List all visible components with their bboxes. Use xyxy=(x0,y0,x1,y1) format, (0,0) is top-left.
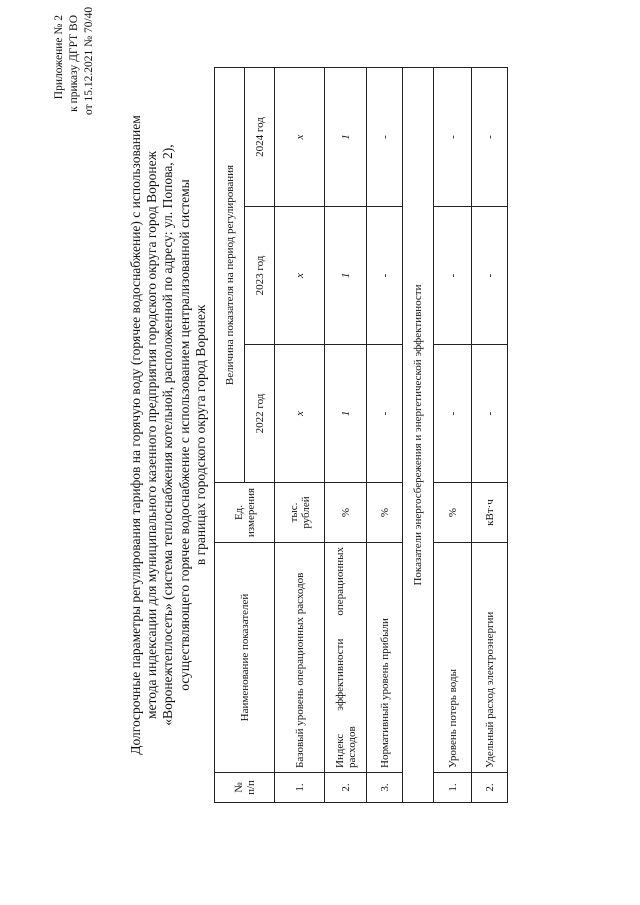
document-title xyxy=(128,55,209,815)
row-value-2024: - xyxy=(367,68,403,207)
table-row xyxy=(325,68,367,803)
table-row xyxy=(434,68,472,803)
row-value-2023: 1 xyxy=(325,207,367,345)
row-value-2023: x xyxy=(275,207,325,345)
row-unit: % xyxy=(434,483,472,543)
row-num: 2. xyxy=(472,773,508,803)
appendix-line-1: Приложение № 2 xyxy=(53,15,65,100)
header-name: Наименование показателей xyxy=(215,543,275,773)
header-year-2023: 2023 год xyxy=(245,207,275,345)
title-line-1: Долгосрочные параметры регулирования тарифов на горячую воду (горячее водоснабжение) с использованием xyxy=(128,115,143,755)
title-line-2: метода индексации для муниципального казенного предприятия городского округа город Воронеж xyxy=(144,151,160,719)
row-value-2024: - xyxy=(472,68,508,207)
appendix-line-3: от 15.12.2021 № 70/40 xyxy=(83,6,95,115)
row-name: Базовый уровень операционных расходов xyxy=(275,543,325,773)
row-value-2022: 1 xyxy=(325,345,367,483)
row-unit: тыс. рублей xyxy=(275,483,325,543)
table-row xyxy=(367,68,403,803)
row-value-2022: - xyxy=(367,345,403,483)
header-period: Величина показателя на период регулирования xyxy=(215,68,245,483)
row-value-2023: - xyxy=(472,207,508,345)
row-unit: % xyxy=(367,483,403,543)
row-value-2022: x xyxy=(275,345,325,483)
appendix-note xyxy=(52,6,97,115)
title-line-3: «Воронежтеплосеть» (система теплоснабжения котельной, расположенной по адресу: ул. Попова, 2), xyxy=(160,144,176,726)
row-name: Индекс эффективности операционных расходов xyxy=(325,543,367,773)
row-value-2024: x xyxy=(275,68,325,207)
row-value-2024: 1 xyxy=(325,68,367,207)
header-year-2022: 2022 год xyxy=(245,345,275,483)
row-num: 2. xyxy=(325,773,367,803)
header-unit: Ед. измерения xyxy=(215,483,275,543)
row-num: 3. xyxy=(367,773,403,803)
header-year-2024: 2024 год xyxy=(245,68,275,207)
row-name: Удельный расход электроэнергии xyxy=(472,543,508,773)
section-row xyxy=(403,68,434,803)
row-value-2023: - xyxy=(434,207,472,345)
row-value-2022: - xyxy=(434,345,472,483)
row-num: 1. xyxy=(434,773,472,803)
row-value-2022: - xyxy=(472,345,508,483)
title-line-4: осуществляющего горячее водоснабжение с использованием централизованной системы xyxy=(176,179,192,691)
parameters-table xyxy=(214,67,508,803)
title-line-5: в границах городского округа город Воронеж xyxy=(192,304,208,566)
section-title: Показатели энергосбережения и энергетической эффективности xyxy=(403,68,434,803)
row-unit: % xyxy=(325,483,367,543)
header-num: № п/п xyxy=(215,773,275,803)
row-value-2023: - xyxy=(367,207,403,345)
row-name: Нормативный уровень прибыли xyxy=(367,543,403,773)
row-name: Уровень потерь воды xyxy=(434,543,472,773)
row-unit: кВт·ч xyxy=(472,483,508,543)
row-value-2024: - xyxy=(434,68,472,207)
table-row xyxy=(472,68,508,803)
row-num: 1. xyxy=(275,773,325,803)
appendix-line-2: к приказу ДГРТ ВО xyxy=(68,15,80,112)
table-row xyxy=(275,68,325,803)
